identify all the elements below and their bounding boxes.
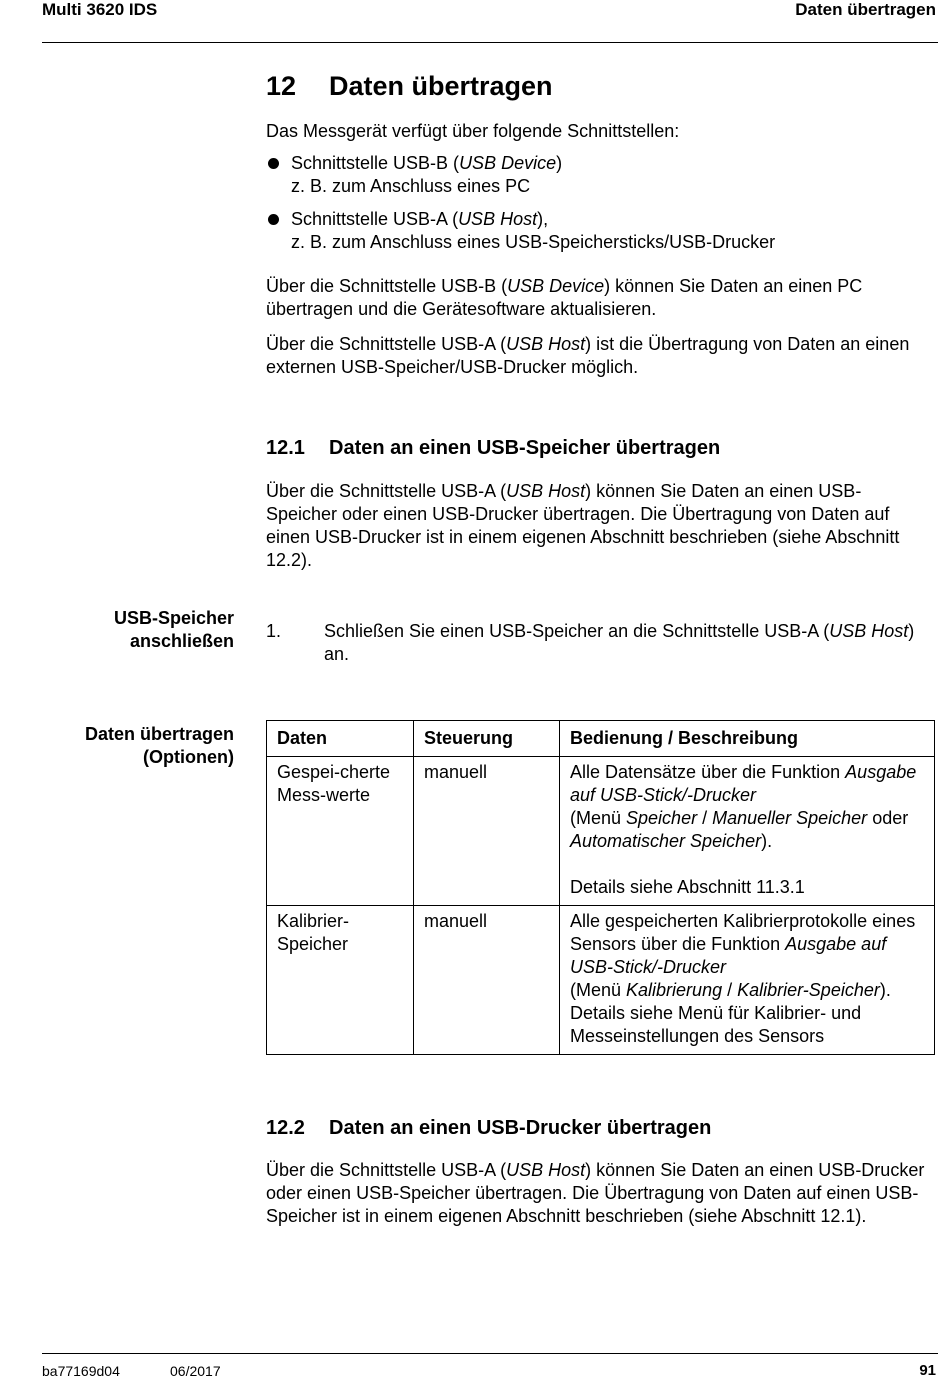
list-item: Schnittstelle USB-A (USB Host), z. B. zum Anschluss eines USB-Speichersticks/USB-Drucker xyxy=(266,208,926,254)
section-title-text: Daten an einen USB-Speicher übertragen xyxy=(329,437,721,459)
table-cell: Gespei-cherte Mess-werte xyxy=(267,757,414,906)
usb-b-paragraph: Über die Schnittstelle USB-B (USB Device) können Sie Daten an einen PC übertragen und die Gerätesoftware aktualisieren. xyxy=(266,276,863,319)
section-number: 12.2 xyxy=(266,1117,305,1139)
section-title-text: Daten an einen USB-Drucker übertragen xyxy=(329,1117,712,1139)
chapter-title-text: Daten übertragen xyxy=(329,71,553,101)
step-number: 1. xyxy=(266,621,282,641)
section-number: 12.1 xyxy=(266,437,305,459)
options-table xyxy=(266,720,935,1055)
bullet-icon xyxy=(268,158,279,169)
section1-paragraph: Über die Schnittstelle USB-A (USB Host) können Sie Daten an einen USB-Speicher oder einen USB-Drucker übertragen. Die Übertragung von Daten auf einen USB-Drucker ist in einem eigenen Abschnitt beschrieben (siehe Abschnitt 12.2). xyxy=(266,481,900,570)
chapter-title xyxy=(266,70,553,102)
section2-paragraph: Über die Schnittstelle USB-A (USB Host) können Sie Daten an einen USB-Drucker oder einen USB-Speicher übertragen. Die Übertragung von Daten auf einen USB-Speicher ist in einem eigenen Abschnitt beschrieben (siehe Abschnitt 12.1). xyxy=(266,1160,925,1226)
table-cell: Alle gespeicherten Kalibrierprotokolle eines Sensors über die Funktion Ausgabe auf USB-Stick/-Drucker (Menü Kalibrierung / Kalibrier-Speicher). Details siehe Menü für Kalibrier- und Messeinstellungen des Sensors xyxy=(560,906,935,1055)
running-header-left: Multi 3620 IDS xyxy=(42,0,158,19)
header-rule xyxy=(42,42,938,43)
margin-heading-connect: USB-Speicher anschließen xyxy=(113,608,234,651)
table-cell: Alle Datensätze über die Funktion Ausgabe auf USB-Stick/-Drucker (Menü Speicher / Manueller Speicher oder Automatischer Speicher). Details siehe Abschnitt 11.3.1 xyxy=(560,757,935,906)
intro-text: Das Messgerät verfügt über folgende Schnittstellen: xyxy=(266,121,680,141)
column-header: Daten xyxy=(267,721,414,757)
section-title xyxy=(266,1116,711,1140)
interface-list xyxy=(266,152,926,264)
footer-date: 06/2017 xyxy=(170,1363,221,1379)
table-header-row xyxy=(267,721,935,757)
footer-doc-id: ba77169d04 xyxy=(42,1363,120,1379)
table-cell: manuell xyxy=(414,757,560,906)
page-number: 91 xyxy=(919,1362,936,1379)
section-title xyxy=(266,436,720,460)
footer-rule xyxy=(42,1353,938,1354)
step-text: Schließen Sie einen USB-Speicher an die Schnittstelle USB-A (USB Host) an. xyxy=(324,621,915,664)
usb-a-paragraph: Über die Schnittstelle USB-A (USB Host) ist die Übertragung von Daten an einen externen USB-Speicher/USB-Drucker möglich. xyxy=(266,334,910,377)
column-header: Steuerung xyxy=(414,721,560,757)
table-cell: manuell xyxy=(414,906,560,1055)
table-row xyxy=(267,757,935,906)
running-header-right: Daten übertragen xyxy=(795,0,936,19)
table-cell: Kalibrier-Speicher xyxy=(267,906,414,1055)
list-item: Schnittstelle USB-B (USB Device) z. B. zum Anschluss eines PC xyxy=(266,152,926,198)
bullet-icon xyxy=(268,214,279,225)
margin-heading-transfer: Daten übertragen (Optionen) xyxy=(84,724,234,767)
column-header: Bedienung / Beschreibung xyxy=(560,721,935,757)
chapter-number: 12 xyxy=(266,71,297,101)
table-row xyxy=(267,906,935,1055)
step-item xyxy=(266,620,926,666)
